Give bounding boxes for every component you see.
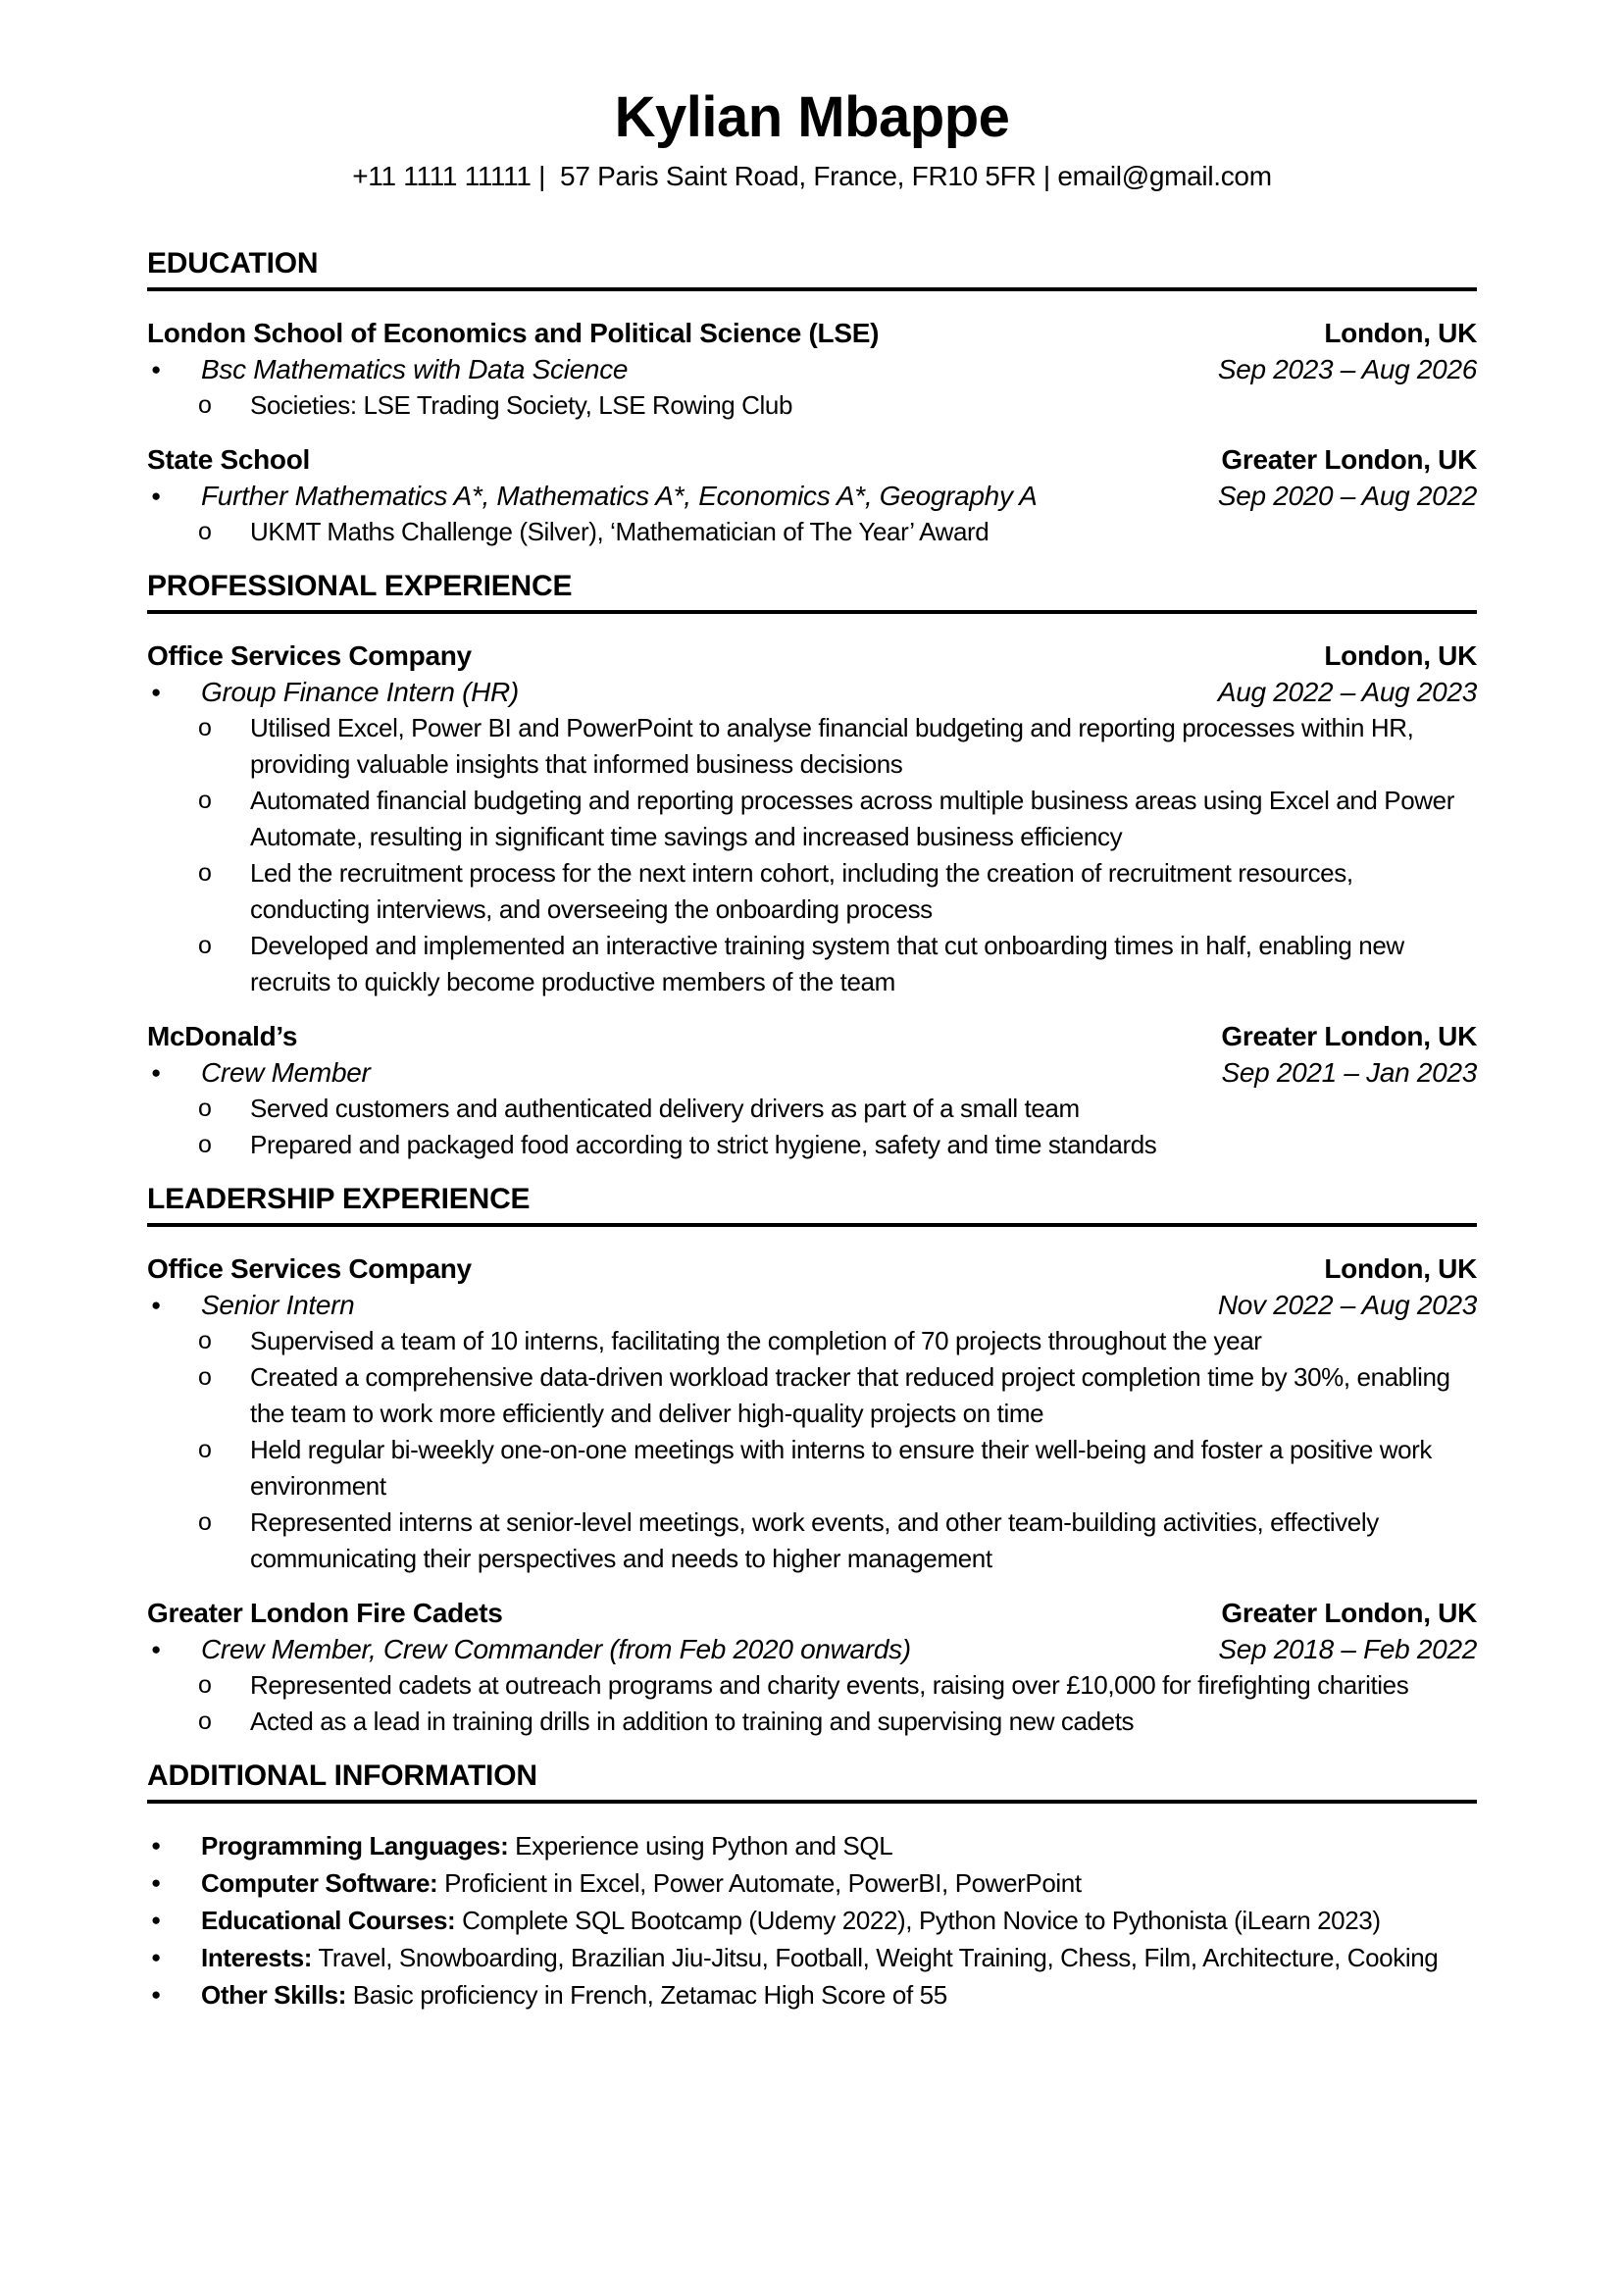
bullet-text: Supervised a team of 10 interns, facilitating the completion of 70 projects throughout the year	[250, 1326, 1262, 1355]
bullet-text: Led the recruitment process for the next intern cohort, including the creation of recruitment resources, conducting interviews, and overseeing the onboarding process	[250, 858, 1353, 924]
info-label: Programming Languages:	[201, 1831, 509, 1861]
section-title: EDUCATION	[147, 247, 319, 280]
role-title: Senior Intern	[201, 1290, 355, 1320]
bullet-o-icon: o	[198, 1508, 212, 1536]
bullet-o-icon: o	[198, 859, 212, 887]
role-dates: Sep 2023 – Aug 2026	[1217, 354, 1477, 384]
bullet-item	[147, 710, 1477, 783]
role-row	[147, 1631, 1477, 1667]
info-item-other-skills	[147, 1976, 1477, 2014]
bullet-dot-icon: ●	[151, 1296, 161, 1314]
entry-header-row	[147, 1250, 1477, 1287]
section-professional-experience	[147, 568, 1477, 1163]
bullet-text: Developed and implemented an interactive training system that cut onboarding times in half, enabling new recruits to quickly become productive members of the team	[250, 931, 1404, 996]
info-item-computer-software	[147, 1864, 1477, 1902]
role-dates: Sep 2018 – Feb 2022	[1218, 1634, 1477, 1664]
bullet-o-icon: o	[198, 1363, 212, 1391]
role-title: Crew Member, Crew Commander (from Feb 2020 onwards)	[201, 1634, 911, 1664]
section-title: ADDITIONAL INFORMATION	[147, 1759, 537, 1792]
bullet-item	[147, 1127, 1477, 1163]
role-row	[147, 674, 1477, 710]
bullet-text: Automated financial budgeting and reporting processes across multiple business areas using Excel and Power Automate, resulting in significant time savings and increased business efficiency	[250, 786, 1454, 851]
info-text: Travel, Snowboarding, Brazilian Jiu-Jitsu, Football, Weight Training, Chess, Film, Architecture, Cooking	[312, 1943, 1439, 1972]
role-row	[147, 351, 1477, 387]
entry-header-row	[147, 315, 1477, 351]
org-name: State School	[147, 444, 310, 475]
info-label: Other Skills:	[201, 1980, 346, 2010]
bullet-item	[147, 1323, 1477, 1359]
org-location: Greater London, UK	[1221, 1598, 1477, 1628]
entry-header-row	[147, 637, 1477, 674]
org-location: London, UK	[1324, 640, 1477, 671]
section-title: PROFESSIONAL EXPERIENCE	[147, 570, 573, 602]
bullet-text: Acted as a lead in training drills in addition to training and supervising new cadets	[250, 1707, 1135, 1736]
entry-header-row	[147, 1595, 1477, 1631]
bullet-item	[147, 855, 1477, 928]
bullet-o-icon: o	[198, 1436, 212, 1463]
bullet-text: Served customers and authenticated delivery drivers as part of a small team	[250, 1094, 1080, 1123]
org-name: Office Services Company	[147, 640, 472, 671]
entry-header-row	[147, 1018, 1477, 1054]
role-cell	[147, 478, 1037, 514]
section-title: LEADERSHIP EXPERIENCE	[147, 1183, 531, 1215]
bullet-o-icon: o	[198, 391, 212, 419]
bullet-dot-icon: ●	[151, 1063, 161, 1082]
bullet-text: Created a comprehensive data-driven workload tracker that reduced project completion time by 30%, enabling the team to work more efficiently and deliver high-quality projects on time	[250, 1362, 1450, 1428]
entry-office-services-senior	[147, 1250, 1477, 1577]
bullet-o-icon: o	[198, 518, 212, 545]
section-rule	[147, 287, 1477, 291]
bullet-dot-icon: ●	[151, 1948, 161, 1966]
bullet-text: UKMT Maths Challenge (Silver), ‘Mathematician of The Year’ Award	[250, 517, 990, 546]
entry-mcdonalds	[147, 1018, 1477, 1163]
bullet-o-icon: o	[198, 787, 212, 814]
section-leadership-experience	[147, 1181, 1477, 1740]
bullet-item	[147, 514, 1477, 550]
org-name: Greater London Fire Cadets	[147, 1598, 503, 1628]
org-location: Greater London, UK	[1221, 444, 1477, 475]
role-row	[147, 1054, 1477, 1091]
resume-name: Kylian Mbappe	[614, 85, 1010, 149]
bullet-dot-icon: ●	[151, 1985, 161, 2004]
role-cell	[147, 1287, 354, 1323]
bullet-text: Represented cadets at outreach programs and charity events, raising over £10,000 for firefighting charities	[250, 1670, 1409, 1700]
bullet-dot-icon: ●	[151, 1640, 161, 1658]
bullet-item	[147, 387, 1477, 424]
bullet-item	[147, 1704, 1477, 1740]
info-item-educational-courses	[147, 1902, 1477, 1939]
info-item-programming-languages	[147, 1827, 1477, 1864]
role-dates: Nov 2022 – Aug 2023	[1217, 1290, 1477, 1320]
bullet-item	[147, 1432, 1477, 1504]
bullet-item	[147, 1504, 1477, 1577]
role-dates: Sep 2020 – Aug 2022	[1217, 481, 1477, 511]
role-row	[147, 478, 1477, 514]
bullet-o-icon: o	[198, 932, 212, 959]
org-name: Office Services Company	[147, 1253, 472, 1284]
info-label: Interests:	[201, 1943, 313, 1972]
role-cell	[147, 1054, 371, 1091]
bullet-item	[147, 1359, 1477, 1432]
role-row	[147, 1287, 1477, 1323]
entry-lse	[147, 315, 1477, 424]
role-cell	[147, 351, 628, 387]
entry-office-services-finance	[147, 637, 1477, 1000]
role-cell	[147, 1631, 911, 1667]
bullet-text: Represented interns at senior-level meetings, work events, and other team-building activities, effectively communicating their perspectives and needs to higher management	[250, 1507, 1379, 1573]
bullet-o-icon: o	[198, 714, 212, 741]
entry-header-row	[147, 441, 1477, 478]
entry-fire-cadets	[147, 1595, 1477, 1740]
section-rule	[147, 1223, 1477, 1227]
role-title: Group Finance Intern (HR)	[201, 677, 519, 707]
bullet-dot-icon: ●	[151, 486, 161, 505]
role-dates: Aug 2022 – Aug 2023	[1217, 677, 1477, 707]
section-education	[147, 245, 1477, 550]
contact-line: +11 1111 11111 | 57 Paris Saint Road, France, FR10 5FR | email@gmail.com	[352, 161, 1272, 191]
org-name: London School of Economics and Political Science (LSE)	[147, 318, 880, 348]
bullet-dot-icon: ●	[151, 1911, 161, 1929]
bullet-o-icon: o	[198, 1095, 212, 1122]
entry-state-school	[147, 441, 1477, 550]
org-name: McDonald’s	[147, 1021, 298, 1051]
bullet-text: Societies: LSE Trading Society, LSE Rowing Club	[250, 390, 793, 420]
info-label: Educational Courses:	[201, 1906, 456, 1935]
bullet-dot-icon: ●	[151, 360, 161, 379]
bullet-dot-icon: ●	[151, 1873, 161, 1892]
section-additional-information	[147, 1758, 1477, 2014]
role-dates: Sep 2021 – Jan 2023	[1221, 1057, 1477, 1088]
bullet-o-icon: o	[198, 1131, 212, 1158]
bullet-o-icon: o	[198, 1671, 212, 1699]
bullet-text: Prepared and packaged food according to strict hygiene, safety and time standards	[250, 1130, 1157, 1159]
info-item-interests	[147, 1939, 1477, 1976]
info-text: Experience using Python and SQL	[508, 1831, 893, 1861]
bullet-dot-icon: ●	[151, 1836, 161, 1855]
bullet-item	[147, 1667, 1477, 1704]
role-title: Bsc Mathematics with Data Science	[201, 354, 629, 384]
bullet-item	[147, 928, 1477, 1000]
section-rule	[147, 1800, 1477, 1804]
bullet-dot-icon: ●	[151, 683, 161, 701]
info-text: Basic proficiency in French, Zetamac High Score of 55	[345, 1980, 947, 2010]
bullet-text: Held regular bi-weekly one-on-one meetings with interns to ensure their well-being and foster a positive work environment	[250, 1435, 1433, 1501]
bullet-item	[147, 1091, 1477, 1127]
info-label: Computer Software:	[201, 1868, 438, 1898]
info-text: Proficient in Excel, Power Automate, PowerBI, PowerPoint	[437, 1868, 1082, 1898]
bullet-o-icon: o	[198, 1708, 212, 1735]
info-text: Complete SQL Bootcamp (Udemy 2022), Python Novice to Pythonista (iLearn 2023)	[455, 1906, 1381, 1935]
section-rule	[147, 610, 1477, 614]
resume-body	[0, 245, 1624, 2014]
bullet-item	[147, 783, 1477, 855]
role-title: Further Mathematics A*, Mathematics A*, Economics A*, Geography A	[201, 481, 1038, 511]
org-location: Greater London, UK	[1221, 1021, 1477, 1051]
role-cell	[147, 674, 519, 710]
role-title: Crew Member	[201, 1057, 371, 1088]
org-location: London, UK	[1324, 1253, 1477, 1284]
bullet-o-icon: o	[198, 1327, 212, 1354]
bullet-text: Utilised Excel, Power BI and PowerPoint to analyse financial budgeting and reporting processes within HR, providing valuable insights that informed business decisions	[250, 713, 1414, 779]
org-location: London, UK	[1324, 318, 1477, 348]
